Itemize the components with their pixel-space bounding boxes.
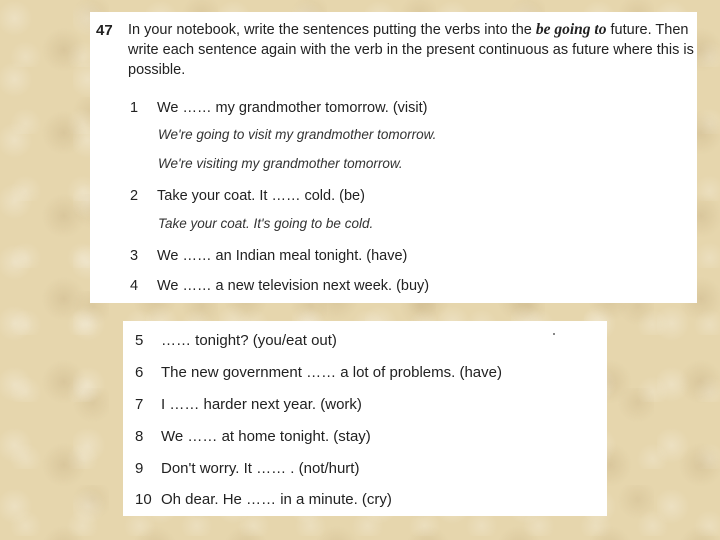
answer-1a: We're going to visit my grandmother tomorrow. [158,127,437,142]
item-text: Take your coat. It …… cold. (be) [157,188,365,204]
instruction-emphasis: be going to [535,21,607,38]
instruction-text-start: In your notebook, write the sentences putting the verbs into the [128,22,536,38]
item-text: Don't worry. It …… . (not/hurt) [161,460,360,477]
exercise-card-bottom [123,321,607,516]
item-number: 3 [130,248,139,264]
exercise-number: 47 [96,22,113,39]
item-number: 8 [135,428,144,445]
instruction-text-end: future. Then write each sentence again with the verb in the present continuous as future where this is possible. [128,22,694,78]
item-text: We …… at home tonight. (stay) [161,428,371,445]
answer-2a: Take your coat. It's going to be cold. [158,216,374,231]
item-number: 7 [135,396,144,413]
item-text: I …… harder next year. (work) [161,396,362,413]
item-number: 2 [130,188,139,204]
item-number: 6 [135,364,144,381]
item-text: We …… an Indian meal tonight. (have) [157,248,408,264]
exercise-instruction [128,20,694,80]
item-text: The new government …… a lot of problems. (have) [161,364,502,381]
speck-mark [553,333,555,335]
item-number: 10 [135,491,152,508]
exercise-card-top [90,12,697,303]
item-text: We …… a new television next week. (buy) [157,278,430,294]
item-number: 4 [130,278,139,294]
answer-1b: We're visiting my grandmother tomorrow. [158,156,403,171]
item-text: We …… my grandmother tomorrow. (visit) [157,100,428,116]
item-number: 5 [135,332,144,349]
item-text: Oh dear. He …… in a minute. (cry) [161,491,392,508]
item-number: 1 [130,100,139,116]
item-number: 9 [135,460,144,477]
item-text: …… tonight? (you/eat out) [161,332,337,349]
